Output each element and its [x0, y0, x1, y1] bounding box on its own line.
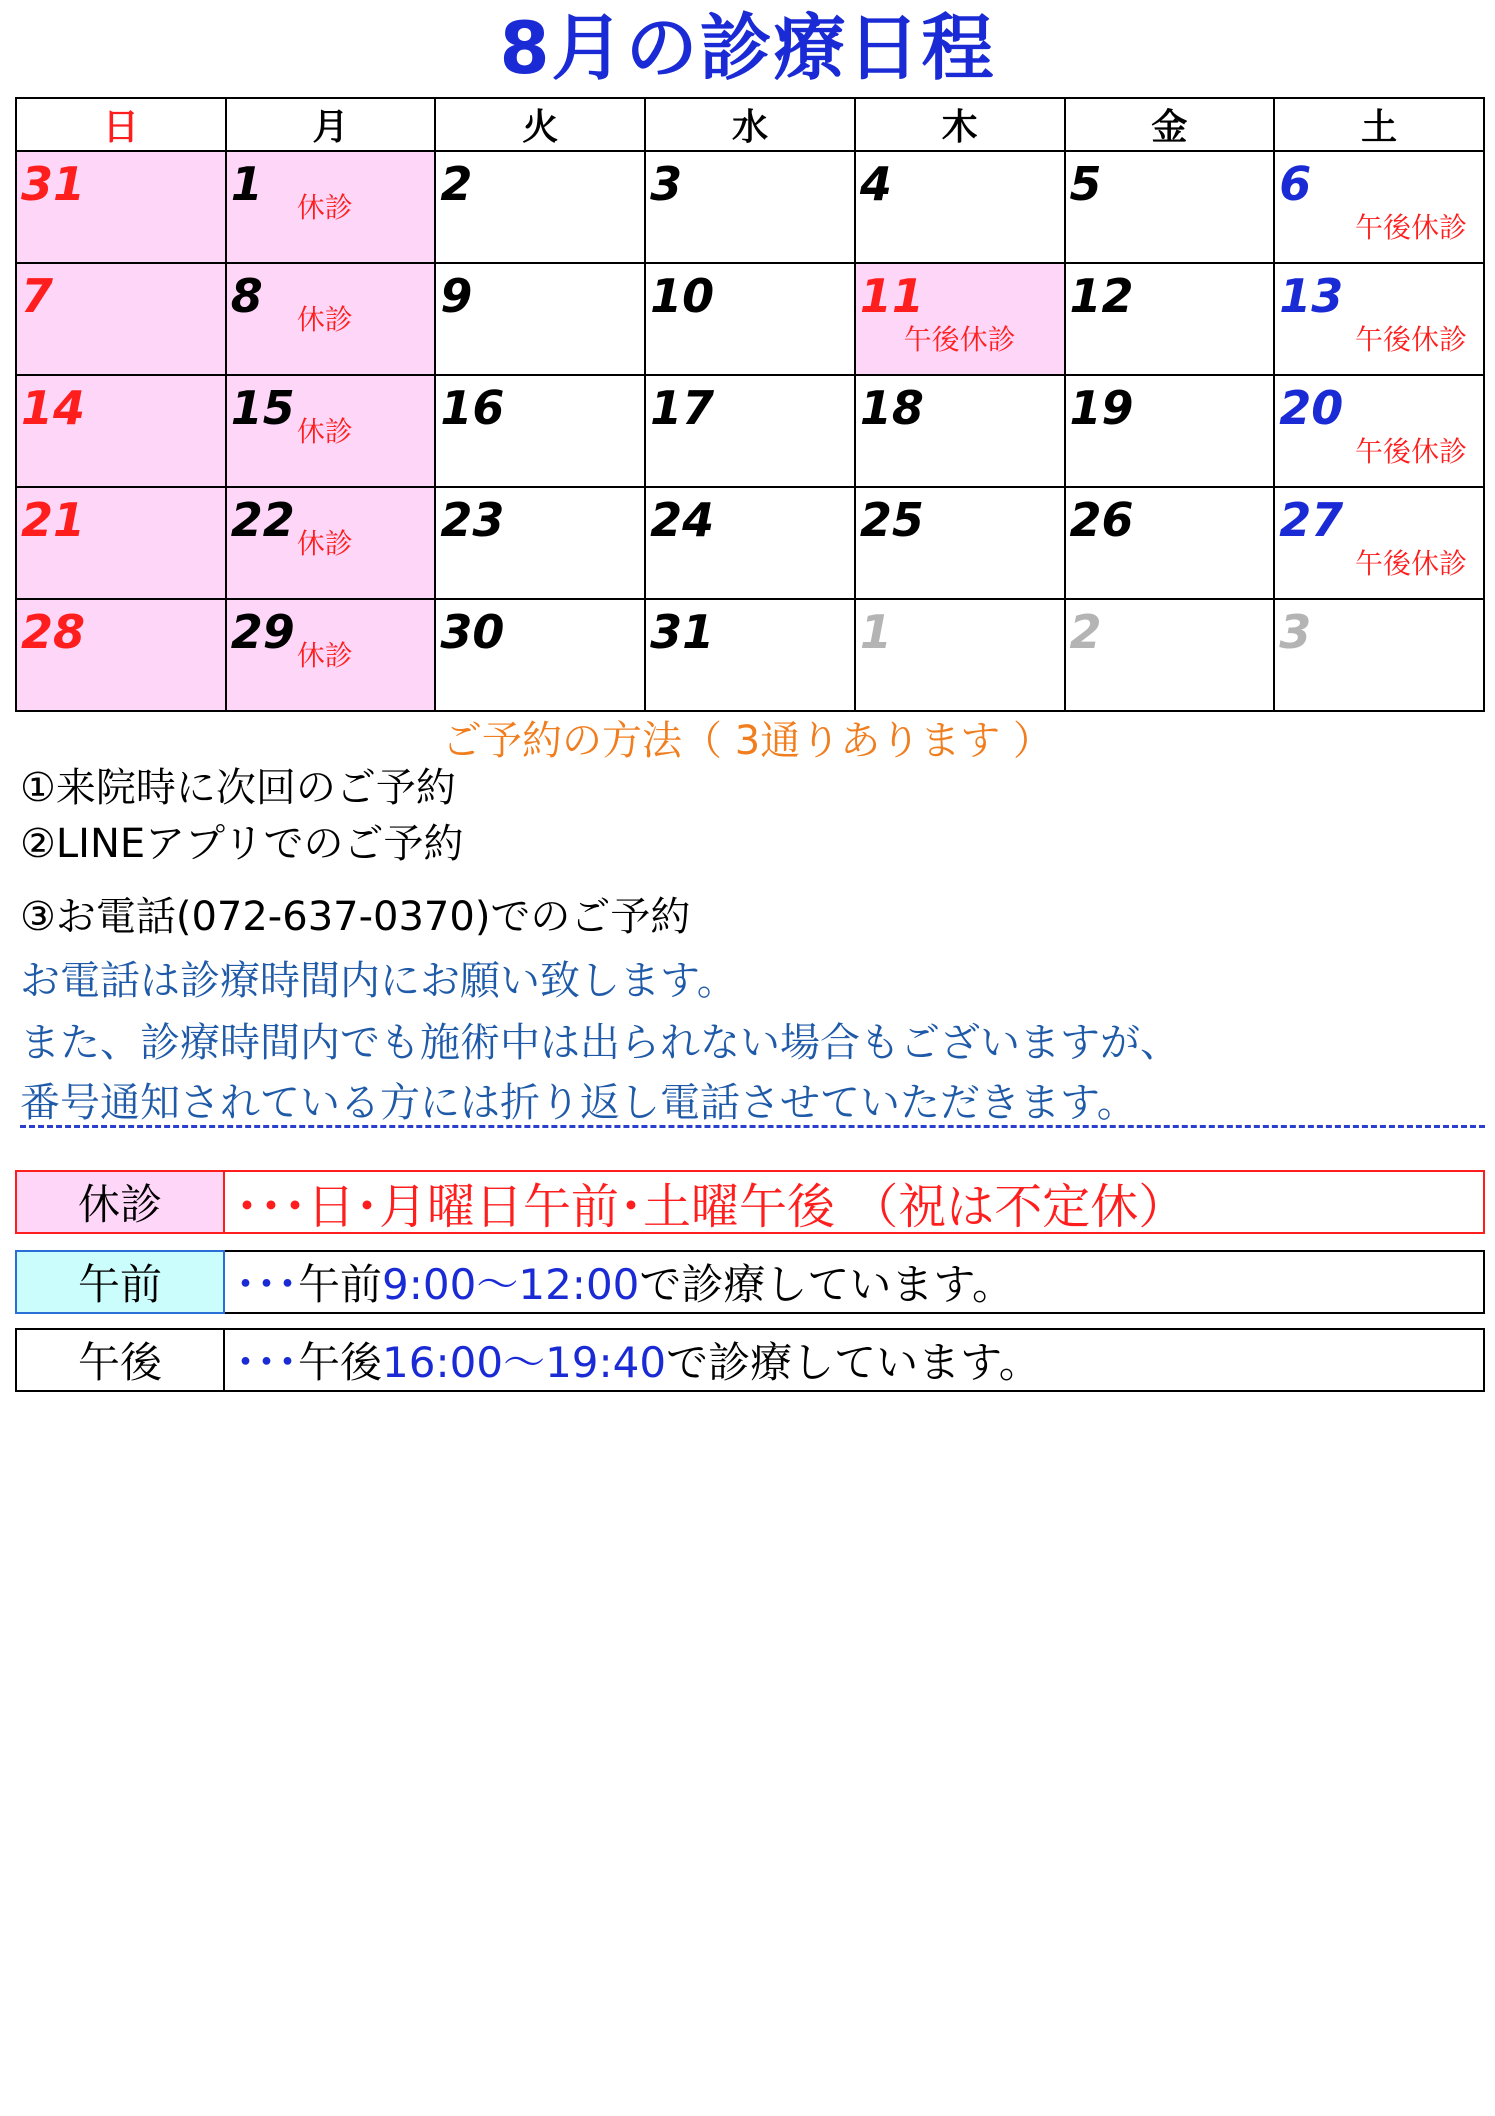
legend-am-suffix: で診療しています。: [639, 1260, 1015, 1309]
page-title: 8月の診療日程: [499, 6, 996, 90]
calendar-day-cell: [16, 375, 226, 487]
legend-pm-dots: ･･･: [235, 1338, 299, 1387]
legend-pm-prefix: 午後: [298, 1338, 383, 1387]
day-number: 2: [1069, 605, 1102, 659]
calendar-week-row: [16, 375, 1484, 487]
day-number: 1: [230, 157, 263, 211]
day-number: 1: [859, 605, 892, 659]
calendar-day-cell: [1274, 263, 1484, 375]
calendar-day-cell: [855, 487, 1065, 599]
day-number: 7: [21, 269, 54, 323]
day-number: 4: [859, 157, 892, 211]
weekday-tue: 火: [435, 98, 645, 151]
afternoon-closed-note: 午後休診: [903, 323, 1016, 356]
calendar-day-cell: [226, 375, 436, 487]
day-number: 12: [1069, 269, 1134, 323]
weekday-thu: 木: [855, 98, 1065, 151]
closed-note: 休診: [296, 639, 353, 672]
afternoon-closed-note: 午後休診: [1354, 547, 1467, 580]
calendar-day-cell: [16, 599, 226, 711]
legend-closed: [15, 1170, 1485, 1234]
calendar-day-cell: [435, 375, 645, 487]
dashed-divider: [20, 1125, 1485, 1128]
calendar-table: [15, 97, 1485, 712]
day-number: 18: [859, 381, 924, 435]
day-number: 17: [650, 381, 715, 435]
calendar-day-cell: [16, 263, 226, 375]
closed-note: 休診: [296, 303, 353, 336]
day-number: 16: [440, 381, 505, 435]
closed-note: 休診: [296, 415, 353, 448]
day-number: 20: [1279, 381, 1344, 435]
calendar-body: [16, 151, 1484, 711]
phone-info-2: また、診療時間内でも施術中は出られない場合もございますが、: [20, 1020, 1180, 1066]
legend-closed-label: 休診: [17, 1172, 225, 1232]
calendar-week-row: [16, 487, 1484, 599]
legend-pm-suffix: で診療しています。: [666, 1338, 1041, 1387]
calendar-week-row: [16, 263, 1484, 375]
day-number: 30: [440, 605, 505, 659]
day-number: 11: [859, 269, 924, 323]
day-number: 14: [21, 381, 86, 435]
day-number: 6: [1279, 157, 1312, 211]
calendar-day-cell: [16, 151, 226, 263]
weekday-wed: 水: [645, 98, 855, 151]
calendar-day-cell: [226, 263, 436, 375]
legend-am-prefix: 午前: [298, 1260, 383, 1309]
day-number: 22: [230, 493, 295, 547]
weekday-sat: 土: [1274, 98, 1484, 151]
calendar-day-cell: [435, 599, 645, 711]
calendar-day-cell: [1065, 599, 1275, 711]
calendar-day-cell: [645, 263, 855, 375]
calendar-day-cell: [435, 487, 645, 599]
calendar-day-cell: [855, 151, 1065, 263]
day-number: 5: [1069, 157, 1102, 211]
legend-am-time: 9:00～12:00: [382, 1260, 640, 1309]
calendar-day-cell: [1274, 151, 1484, 263]
legend-am-dots: ･･･: [235, 1260, 299, 1309]
reservation-title: ご予約の方法（ 3通りあります ）: [442, 718, 1053, 764]
calendar-day-cell: [645, 151, 855, 263]
reservation-method-1: ①来院時に次回のご予約: [20, 765, 456, 811]
calendar-day-cell: [855, 599, 1065, 711]
legend-am-label: 午前: [15, 1250, 225, 1314]
afternoon-closed-note: 午後休診: [1354, 211, 1467, 244]
calendar-week-row: [16, 599, 1484, 711]
day-number: 29: [230, 605, 295, 659]
calendar-day-cell: [1065, 487, 1275, 599]
calendar-day-cell: [1065, 263, 1275, 375]
calendar-day-cell: [226, 151, 436, 263]
weekday-sun: 日: [16, 98, 226, 151]
day-number: 3: [1279, 605, 1312, 659]
day-number: 24: [650, 493, 715, 547]
day-number: 8: [230, 269, 263, 323]
calendar-day-cell: [435, 263, 645, 375]
day-number: 27: [1279, 493, 1344, 547]
legend-pm-text: [225, 1330, 1483, 1390]
calendar-day-cell: [645, 375, 855, 487]
day-number: 9: [440, 269, 473, 323]
weekday-mon: 月: [226, 98, 436, 151]
calendar-day-cell: [1274, 375, 1484, 487]
weekday-fri: 金: [1065, 98, 1275, 151]
closed-note: 休診: [296, 527, 353, 560]
day-number: 28: [21, 605, 86, 659]
legend-am-text: [225, 1252, 1483, 1312]
day-number: 10: [650, 269, 715, 323]
legend-pm-label: 午後: [17, 1330, 225, 1390]
calendar-day-cell: [1274, 487, 1484, 599]
day-number: 15: [230, 381, 295, 435]
day-number: 31: [21, 157, 86, 211]
day-number: 25: [859, 493, 924, 547]
calendar-day-cell: [855, 375, 1065, 487]
reservation-method-3: ③お電話(072-637-0370)でのご予約: [20, 894, 691, 940]
calendar-day-cell: [1065, 375, 1275, 487]
reservation-method-2: ②LINEアプリでのご予約: [20, 821, 464, 867]
day-number: 13: [1279, 269, 1344, 323]
calendar-day-cell: [16, 487, 226, 599]
legend-closed-text: ･･･日･月曜日午前･土曜午後 （祝は不定休）: [235, 1178, 1187, 1235]
day-number: 3: [650, 157, 683, 211]
calendar-day-cell: [645, 599, 855, 711]
day-number: 26: [1069, 493, 1134, 547]
calendar-day-cell: [226, 599, 436, 711]
weekday-header-row: [16, 98, 1484, 151]
legend-pm-time: 16:00～19:40: [382, 1338, 667, 1387]
phone-info-1: お電話は診療時間内にお願い致します。: [20, 958, 737, 1004]
calendar-day-cell: [435, 151, 645, 263]
closed-note: 休診: [296, 191, 353, 224]
day-number: 23: [440, 493, 505, 547]
calendar-day-cell: [855, 263, 1065, 375]
phone-info-3: 番号通知されている方には折り返し電話させていただきます。: [20, 1080, 1137, 1126]
calendar-week-row: [16, 151, 1484, 263]
day-number: 2: [440, 157, 473, 211]
calendar-day-cell: [226, 487, 436, 599]
calendar-day-cell: [645, 487, 855, 599]
calendar-day-cell: [1274, 599, 1484, 711]
legend-pm: [15, 1328, 1485, 1392]
day-number: 31: [650, 605, 715, 659]
afternoon-closed-note: 午後休診: [1354, 323, 1467, 356]
day-number: 19: [1069, 381, 1134, 435]
afternoon-closed-note: 午後休診: [1354, 435, 1467, 468]
legend-am: [15, 1250, 1485, 1314]
calendar-day-cell: [1065, 151, 1275, 263]
day-number: 21: [21, 493, 86, 547]
